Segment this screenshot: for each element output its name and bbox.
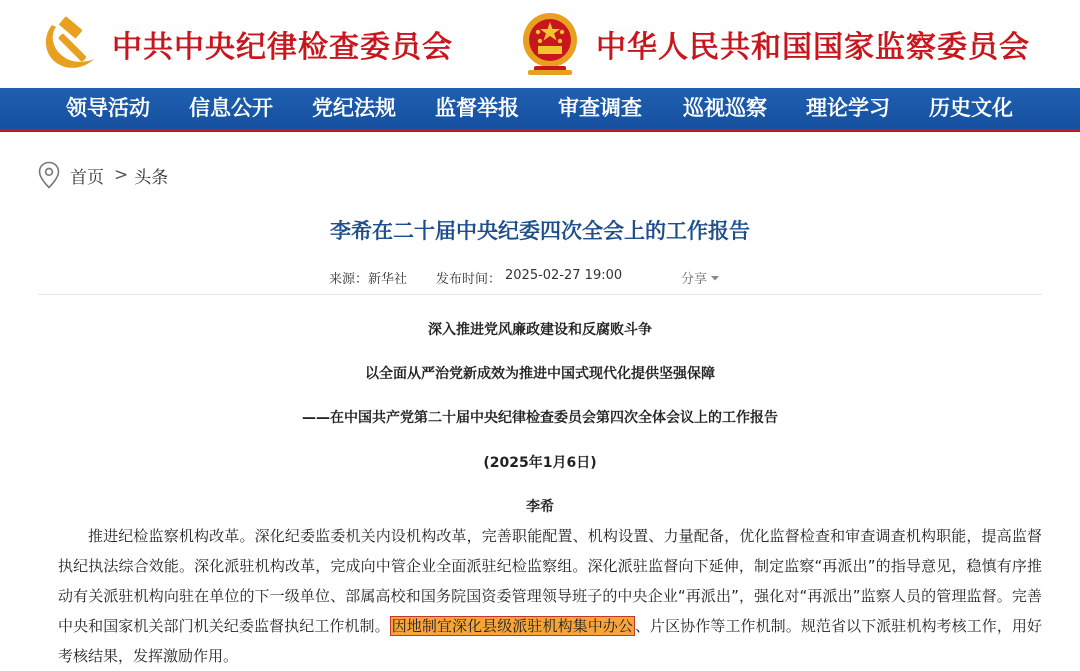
highlighted-text: 因地制宜深化县级派驻机构集中办公: [391, 617, 633, 635]
title-divider: [38, 294, 1042, 295]
article-title: 李希在二十届中央纪委四次全会上的工作报告: [330, 219, 750, 243]
site-header: [0, 0, 1080, 88]
article-paragraph: [58, 521, 1042, 671]
location-pin-icon: [38, 161, 60, 189]
nav-item-investigation[interactable]: 审查调查: [558, 95, 642, 120]
breadcrumb-home[interactable]: 首页: [70, 167, 104, 188]
nav-item-info[interactable]: 信息公开: [189, 95, 273, 120]
brand-ccdi-name: 中共中央纪律检查委员会: [112, 30, 453, 65]
nav-item-history[interactable]: 历史文化: [929, 95, 1013, 120]
breadcrumb-current[interactable]: 头条: [134, 167, 169, 188]
share-button[interactable]: [681, 268, 720, 287]
share-label: 分享: [681, 272, 708, 287]
breadcrumb-separator: >: [114, 165, 129, 185]
paragraph-text-after: 、片区协作等工作机制。规范省以下派驻机构考核工作，用好考核结果，发挥激励作用。: [58, 617, 1042, 665]
article-heading-main: 深入推进党风廉政建设和反腐败斗争: [428, 322, 652, 338]
article-author: 李希: [526, 499, 554, 515]
nav-item-leadership[interactable]: 领导活动: [66, 95, 150, 120]
nav-item-regulations[interactable]: 党纪法规: [312, 95, 396, 120]
main-nav: [0, 88, 1080, 132]
publish-label: 发布时间：: [436, 272, 502, 287]
brand-ccdi[interactable]: [38, 0, 453, 88]
nav-item-report[interactable]: 监督举报: [435, 95, 519, 120]
brand-nsc[interactable]: [518, 0, 1030, 88]
national-emblem-icon: [518, 10, 582, 78]
publish-time: 2025-02-27 19:00: [505, 268, 623, 283]
breadcrumb: [38, 160, 168, 190]
brand-nsc-name: 中华人民共和国国家监察委员会: [596, 30, 1030, 65]
article-heading-sub: 以全面从严治党新成效为推进中国式现代化提供坚强保障: [365, 366, 715, 382]
nav-item-theory[interactable]: 理论学习: [806, 95, 890, 120]
article-source: 来源：新华社: [329, 272, 408, 287]
paragraph-text-before: 推进纪检监察机构改革。深化纪委监委机关内设机构改革，完善职能配置、机构设置、力量配备，优化监督检查和审查调查机构职能，提高监督执纪执法综合效能。深化派驻机构改革，完成向中管企业全面派驻纪检监察组。深化派驻监督向下延伸，制定监察“再派出”的指导意见，稳慎有序推动有关派驻机构向驻在单位的下一级单位、部属高校和国务院国资委管理领导班子的中央企业“再派出”，强化对“再派出”监察人员的管理监督。完善中央和国家机关部门机关纪委监督执纪工作机制。: [58, 527, 1042, 635]
party-emblem-icon: [38, 13, 100, 75]
article-date: (2025年1月6日): [483, 455, 597, 471]
nav-item-inspection[interactable]: 巡视巡察: [683, 95, 767, 120]
caret-down-icon: [710, 274, 720, 282]
article-heading-occasion: ——在中国共产党第二十届中央纪律检查委员会第四次全体会议上的工作报告: [302, 410, 778, 426]
